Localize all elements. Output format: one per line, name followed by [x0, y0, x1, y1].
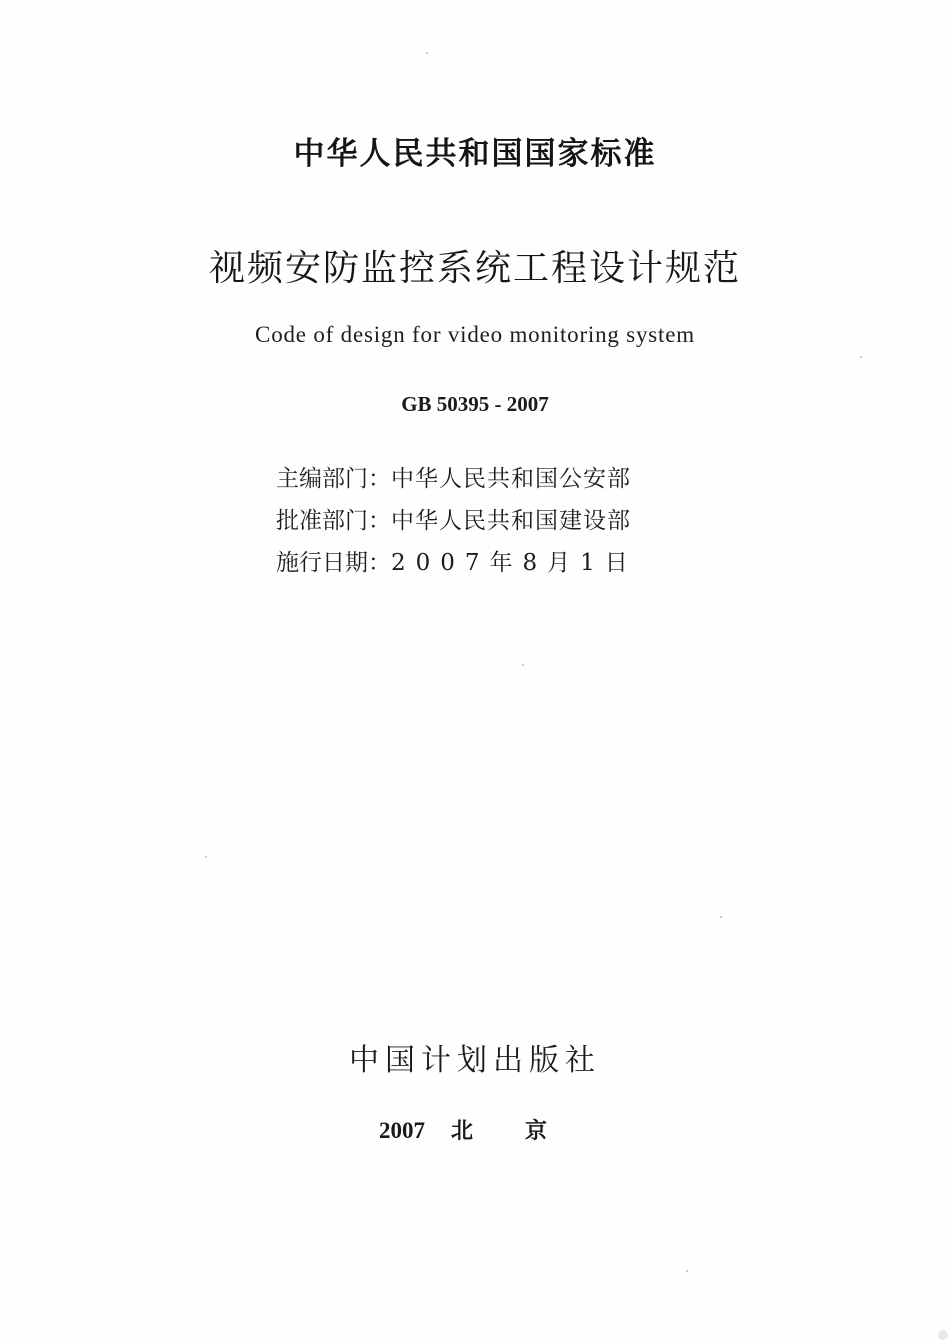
national-standard-heading: 中华人民共和国国家标准: [293, 136, 657, 172]
publication-city: 北京: [451, 1119, 600, 1144]
effective-date-value: 2007年8月1日: [391, 550, 638, 576]
approver-value: 中华人民共和国建设部: [391, 508, 631, 534]
scan-speck: [720, 916, 722, 918]
editor-label: 主编部门：: [276, 466, 391, 492]
issuance-info: [276, 458, 638, 584]
scan-speck: [860, 356, 862, 358]
editor-value: 中华人民共和国公安部: [391, 466, 631, 492]
effective-date-label: 施行日期：: [276, 550, 391, 576]
approver-label: 批准部门：: [276, 508, 391, 534]
standard-code: GB 50395 - 2007: [401, 392, 549, 416]
scan-speck: [522, 664, 524, 666]
scan-speck: [938, 1330, 948, 1340]
publisher-name: 中国计划出版社: [349, 1043, 601, 1078]
editor-row: [276, 458, 638, 500]
approver-row: [276, 500, 638, 542]
effective-date-row: [276, 542, 638, 584]
scan-speck: [426, 52, 428, 54]
document-title-english: Code of design for video monitoring system: [255, 322, 695, 347]
scan-speck: [205, 856, 207, 858]
publication-year-city: [379, 1114, 599, 1145]
scan-speck: [686, 1270, 688, 1272]
document-title-chinese: 视频安防监控系统工程设计规范: [208, 248, 741, 289]
publication-year: 2007: [379, 1118, 425, 1143]
